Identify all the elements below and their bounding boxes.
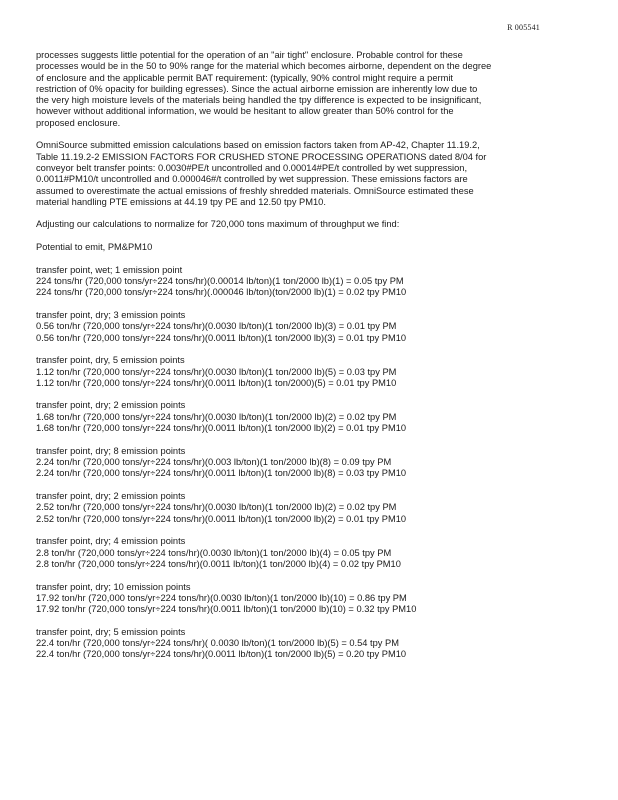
emission-group-heading: transfer point, dry; 8 emission points: [36, 445, 186, 456]
emission-group: [36, 310, 581, 344]
emission-group-heading: transfer point, dry, 5 emission points: [36, 355, 185, 366]
paragraph-line: proposed enclosure.: [36, 117, 121, 128]
paragraph-line: Adjusting our calculations to normalize for 720,000 tons maximum of throughput we find:: [36, 219, 400, 230]
paragraph-line: processes suggests little potential for the operation of an "air tight" enclosure. Probable control for these: [36, 50, 463, 60]
paragraph-line: restriction of 0% opacity for building egresses). Since the actual airborne emission are inherently low due to: [36, 83, 478, 94]
emission-group: [36, 355, 581, 389]
bates-number: R 005541: [507, 23, 540, 32]
emission-calculation-line: 2.8 ton/hr (720,000 tons/yr÷224 tons/hr)(0.0030 lb/ton)(1 ton/2000 lb)(4) = 0.05 tpy PM: [36, 547, 392, 558]
paragraph-line: 0.0011#PM10/t uncontrolled and 0.000046#/t controlled by wet suppression. These emissions factors are: [36, 174, 468, 185]
emission-group: [36, 536, 581, 570]
paragraph-line: Potential to emit, PM&PM10: [36, 242, 153, 253]
emission-group-heading: transfer point, dry; 3 emission points: [36, 309, 186, 320]
paragraph-line: of enclosure and the applicable permit BAT requirement: (typically, 90% control might require a permit: [36, 72, 454, 83]
emission-group: [36, 265, 581, 299]
emission-calculation-line: 2.52 ton/hr (720,000 tons/yr÷224 tons/hr)(0.0030 lb/ton)(1 ton/2000 lb)(2) = 0.02 tpy PM: [36, 502, 397, 513]
emission-group-heading: transfer point, wet; 1 emission point: [36, 264, 183, 275]
emission-calculation-line: 1.68 ton/hr (720,000 tons/yr÷224 tons/hr)(0.0030 lb/ton)(1 ton/2000 lb)(2) = 0.02 tpy PM: [36, 411, 397, 422]
paragraph-line: OmniSource submitted emission calculations based on emission factors taken from AP-42, Chapter 11.19.2,: [36, 140, 480, 151]
emission-group-heading: transfer point, dry; 2 emission points: [36, 400, 186, 411]
emission-calculation-line: 2.24 ton/hr (720,000 tons/yr÷224 tons/hr)(0.003 lb/ton)(1 ton/2000 lb)(8) = 0.09 tpy PM: [36, 457, 392, 468]
paragraph-line: processes would be in the 50 to 90% range for the material which becomes airborne, dependent on the degree: [36, 61, 492, 72]
emission-group: [36, 400, 581, 434]
emission-calculation-line: 22.4 ton/hr (720,000 tons/yr÷224 tons/hr)( 0.0030 lb/ton)(1 ton/2000 lb)(5) = 0.54 tpy PM: [36, 638, 399, 649]
emission-calculation-line: 2.24 ton/hr (720,000 tons/yr÷224 tons/hr)(0.0011 lb/ton)(1 ton/2000 lb)(8) = 0.03 tpy PM10: [36, 468, 407, 479]
emission-calculation-line: 2.8 ton/hr (720,000 tons/yr÷224 tons/hr)(0.0011 lb/ton)(1 ton/2000 lb)(4) = 0.02 tpy PM10: [36, 558, 401, 569]
emission-calculation-line: 22.4 ton/hr (720,000 tons/yr÷224 tons/hr)(0.0011 lb/ton)(1 ton/2000 lb)(5) = 0.20 tpy PM10: [36, 649, 407, 660]
paragraph: [36, 140, 581, 208]
emission-group-heading: transfer point, dry; 5 emission points: [36, 626, 186, 637]
emission-calculations: [36, 265, 581, 661]
emission-group: [36, 582, 581, 616]
emission-calculation-line: 0.56 ton/hr (720,000 tons/yr÷224 tons/hr)(0.0030 lb/ton)(1 ton/2000 lb)(3) = 0.01 tpy PM: [36, 321, 397, 332]
emission-group-heading: transfer point, dry; 4 emission points: [36, 536, 186, 547]
emission-calculation-line: 224 tons/hr (720,000 tons/yr÷224 tons/hr)(0.00014 lb/ton)(1 ton/2000 lb)(1) = 0.05 tpy PM: [36, 275, 404, 286]
emission-calculation-line: 1.12 ton/hr (720,000 tons/yr÷224 tons/hr)(0.0030 lb/ton)(1 ton/2000 lb)(5) = 0.03 tpy PM: [36, 366, 397, 377]
paragraph: [36, 219, 581, 230]
emission-calculation-line: 17.92 ton/hr (720,000 tons/yr÷224 tons/hr)(0.0011 lb/ton)(1 ton/2000 lb)(10) = 0.32 tpy PM10: [36, 604, 417, 615]
emission-group-heading: transfer point, dry; 10 emission points: [36, 581, 191, 592]
emission-calculation-line: 1.12 ton/hr (720,000 tons/yr÷224 tons/hr)(0.0011 lb/ton)(1 ton/2000)(5) = 0.01 tpy PM10: [36, 377, 397, 388]
emission-calculation-line: 224 tons/hr (720,000 tons/yr÷224 tons/hr)(.000046 lb/ton)(ton/2000 lb)(1) = 0.02 tpy PM10: [36, 287, 407, 298]
paragraph-line: material handling PTE emissions at 44.19 tpy PE and 12.50 tpy PM10.: [36, 196, 326, 207]
paragraph: [36, 242, 581, 253]
emission-calculation-line: 2.52 ton/hr (720,000 tons/yr÷224 tons/hr)(0.0011 lb/ton)(1 ton/2000 lb)(2) = 0.01 tpy PM10: [36, 513, 407, 524]
emission-calculation-line: 1.68 ton/hr (720,000 tons/yr÷224 tons/hr)(0.0011 lb/ton)(1 ton/2000 lb)(2) = 0.01 tpy PM10: [36, 423, 407, 434]
paragraph-line: the very high moisture levels of the materials being handled the tpy difference is expected to be insignificant,: [36, 95, 482, 106]
document-body: [36, 50, 581, 672]
paragraph-line: however without additional information, we would be hesitant to allow greater than 50% control for the: [36, 106, 454, 117]
paragraph-line: conveyor belt transfer points: 0.0030#PE/t uncontrolled and 0.00014#PE/t controlled by wet suppression,: [36, 162, 468, 173]
narrative-paragraphs: [36, 50, 581, 253]
emission-group: [36, 446, 581, 480]
emission-group-heading: transfer point, dry; 2 emission points: [36, 491, 186, 502]
paragraph: [36, 50, 581, 129]
emission-group: [36, 627, 581, 661]
paragraph-line: Table 11.19.2-2 EMISSION FACTORS FOR CRUSHED STONE PROCESSING OPERATIONS dated 8/04 for: [36, 151, 487, 162]
emission-calculation-line: 17.92 ton/hr (720,000 tons/yr÷224 tons/hr)(0.0030 lb/ton)(1 ton/2000 lb)(10) = 0.86 tpy PM: [36, 592, 407, 603]
paragraph-line: assumed to overestimate the actual emissions of freshly shredded materials. OmniSource estimated these: [36, 185, 474, 196]
emission-calculation-line: 0.56 ton/hr (720,000 tons/yr÷224 tons/hr)(0.0011 lb/ton)(1 ton/2000 lb)(3) = 0.01 tpy PM10: [36, 332, 407, 343]
emission-group: [36, 491, 581, 525]
